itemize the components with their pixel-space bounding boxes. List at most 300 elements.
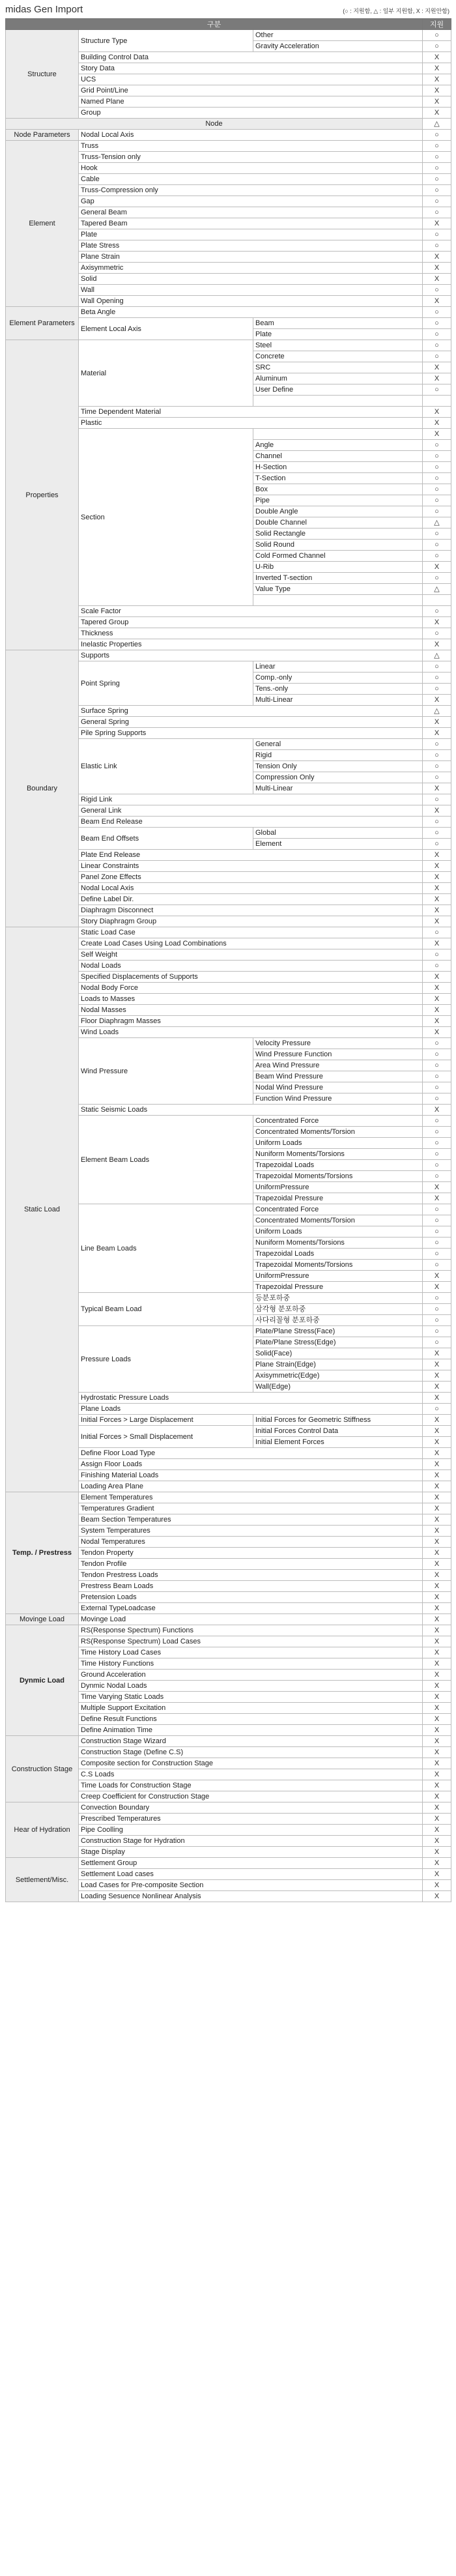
support-mark: X (423, 85, 451, 96)
support-mark: ○ (423, 949, 451, 961)
support-mark: X (423, 805, 451, 817)
item-cell: UniformPressure (253, 1271, 423, 1282)
subcategory-cell: Nodal Masses (79, 1005, 423, 1016)
subcategory-cell: Material (79, 340, 253, 407)
subcategory-cell: Wall Opening (79, 296, 423, 307)
support-mark: X (423, 1393, 451, 1404)
subcategory-cell: Load Cases for Pre-composite Section (79, 1880, 423, 1891)
support-mark: ○ (423, 318, 451, 329)
item-cell: Velocity Pressure (253, 1038, 423, 1049)
subcategory-cell: Settlement Load cases (79, 1869, 423, 1880)
subcategory-cell: Section (79, 429, 253, 606)
support-mark: ○ (423, 551, 451, 562)
subcategory-cell: Linear Constraints (79, 861, 423, 872)
support-mark: X (423, 1193, 451, 1204)
subcategory-cell: Element Temperatures (79, 1492, 423, 1503)
subcategory-cell: Supports (79, 650, 423, 661)
table-row (6, 1625, 451, 1636)
item-cell: Comp.-only (253, 673, 423, 684)
subcategory-cell: Plate Stress (79, 240, 423, 252)
subcategory-cell: Assign Floor Loads (79, 1459, 423, 1470)
subcategory-cell: Typical Beam Load (79, 1293, 253, 1326)
category-cell: Properties (6, 340, 79, 650)
support-mark: ○ (423, 528, 451, 540)
item-cell: Aluminum (253, 373, 423, 384)
item-cell: Beam (253, 318, 423, 329)
subcategory-cell: Nodal Local Axis (79, 130, 423, 141)
support-mark: ○ (423, 1138, 451, 1149)
support-mark: X (423, 1780, 451, 1791)
subcategory-cell: Plane Loads (79, 1404, 423, 1415)
support-mark: X (423, 1481, 451, 1492)
support-mark: X (423, 1703, 451, 1714)
support-mark: ○ (423, 185, 451, 196)
subcategory-cell: Tapered Beam (79, 218, 423, 229)
subcategory-cell: Structure Type (79, 30, 253, 52)
support-mark: X (423, 972, 451, 983)
subcategory-cell: Element Beam Loads (79, 1116, 253, 1204)
subcategory-cell: Truss-Compression only (79, 185, 423, 196)
subcategory-cell: Multiple Support Excitation (79, 1703, 423, 1714)
item-cell: Nuniform Moments/Torsions (253, 1149, 423, 1160)
table-row (6, 1858, 451, 1869)
support-mark: X (423, 1647, 451, 1658)
support-mark: ○ (423, 961, 451, 972)
support-mark: X (423, 1802, 451, 1814)
support-mark: X (423, 1426, 451, 1437)
item-cell: Beam Wind Pressure (253, 1071, 423, 1082)
support-mark: ○ (423, 1326, 451, 1337)
subcategory-cell: Beam End Release (79, 817, 423, 828)
subcategory-cell: Wall (79, 285, 423, 296)
table-row (6, 650, 451, 661)
support-mark: ○ (423, 229, 451, 240)
subcategory-cell: Static Load Case (79, 927, 423, 938)
category-cell: Temp. / Prestress (6, 1492, 79, 1614)
support-mark: X (423, 1692, 451, 1703)
subcategory-cell: Element Local Axis (79, 318, 253, 340)
subcategory-cell: General Beam (79, 207, 423, 218)
support-mark: ○ (423, 1082, 451, 1093)
support-mark: X (423, 96, 451, 108)
subcategory-cell: Named Plane (79, 96, 423, 108)
support-mark: ○ (423, 340, 451, 351)
subcategory-cell: Define Animation Time (79, 1725, 423, 1736)
support-mark: X (423, 1758, 451, 1769)
item-cell: Gravity Acceleration (253, 41, 423, 52)
item-cell: Plate/Plane Stress(Face) (253, 1326, 423, 1337)
support-mark: ○ (423, 673, 451, 684)
category-cell: Construction Stage (6, 1736, 79, 1802)
support-mark: ○ (423, 540, 451, 551)
subcategory-cell: Pipe Coolling (79, 1825, 423, 1836)
support-mark: X (423, 717, 451, 728)
support-mark: ○ (423, 1049, 451, 1060)
subcategory-cell: Beta Angle (79, 307, 423, 318)
support-mark: ○ (423, 761, 451, 772)
support-mark: X (423, 1736, 451, 1747)
header-support: 지원 (423, 19, 451, 30)
table-row (6, 1614, 451, 1625)
support-mark: X (423, 63, 451, 74)
support-mark: X (423, 429, 451, 440)
subcategory-cell: Point Spring (79, 661, 253, 706)
support-mark: ○ (423, 1071, 451, 1082)
subcategory-cell: General Spring (79, 717, 423, 728)
support-mark: ○ (423, 1093, 451, 1105)
item-cell: Trapezoidal Loads (253, 1249, 423, 1260)
support-mark: ○ (423, 1404, 451, 1415)
support-mark: ○ (423, 573, 451, 584)
support-mark: ○ (423, 163, 451, 174)
support-mark: X (423, 728, 451, 739)
support-mark: ○ (423, 1237, 451, 1249)
subcategory-cell: Time Loads for Construction Stage (79, 1780, 423, 1791)
support-mark: ○ (423, 1215, 451, 1226)
support-mark: X (423, 983, 451, 994)
support-mark: X (423, 1382, 451, 1393)
subcategory-cell: Construction Stage Wizard (79, 1736, 423, 1747)
support-mark: X (423, 1348, 451, 1359)
support-mark: X (423, 52, 451, 63)
support-mark: X (423, 1182, 451, 1193)
support-mark: X (423, 1581, 451, 1592)
support-mark: X (423, 861, 451, 872)
item-cell: Trapezoidal Pressure (253, 1193, 423, 1204)
support-mark: ○ (423, 1315, 451, 1326)
support-mark: X (423, 905, 451, 916)
support-mark: △ (423, 706, 451, 717)
item-cell: Solid(Face) (253, 1348, 423, 1359)
support-mark: X (423, 1747, 451, 1758)
subcategory-cell: Static Seismic Loads (79, 1105, 423, 1116)
support-mark: X (423, 252, 451, 263)
support-mark: ○ (423, 240, 451, 252)
subcategory-cell: Scale Factor (79, 606, 423, 617)
item-cell: Wall(Edge) (253, 1382, 423, 1393)
subcategory-cell: Pile Spring Supports (79, 728, 423, 739)
item-cell: Double Angle (253, 506, 423, 517)
support-mark: ○ (423, 1304, 451, 1315)
subcategory-cell: Nodal Loads (79, 961, 423, 972)
table-row (6, 30, 451, 41)
support-mark: X (423, 1658, 451, 1670)
support-mark: X (423, 1492, 451, 1503)
support-mark: △ (423, 584, 451, 595)
subcategory-cell: Surface Spring (79, 706, 423, 717)
subcategory-cell: Gap (79, 196, 423, 207)
subcategory-cell: Hydrostatic Pressure Loads (79, 1393, 423, 1404)
item-cell: Concentrated Moments/Torsion (253, 1215, 423, 1226)
support-mark: ○ (423, 1249, 451, 1260)
item-cell: Initial Element Forces (253, 1437, 423, 1448)
support-mark: ○ (423, 207, 451, 218)
item-cell: Global (253, 828, 423, 839)
subcategory-cell: Specified Displacements of Supports (79, 972, 423, 983)
item-cell: Multi-Linear (253, 695, 423, 706)
subcategory-cell: Time History Load Cases (79, 1647, 423, 1658)
item-cell: Uniform Loads (253, 1138, 423, 1149)
item-cell: Double Channel (253, 517, 423, 528)
item-cell: SRC (253, 362, 423, 373)
support-mark: ○ (423, 839, 451, 850)
support-mark: ○ (423, 1060, 451, 1071)
support-mark: X (423, 783, 451, 794)
support-mark: ○ (423, 473, 451, 484)
support-mark: ○ (423, 1260, 451, 1271)
support-mark: X (423, 1359, 451, 1370)
support-mark: ○ (423, 1171, 451, 1182)
support-mark: X (423, 362, 451, 373)
subcategory-cell: Truss (79, 141, 423, 152)
subcategory-cell: RS(Response Spectrum) Load Cases (79, 1636, 423, 1647)
category-cell: Dynmic Load (6, 1625, 79, 1736)
subcategory-cell: C.S Loads (79, 1769, 423, 1780)
item-cell: Solid Rectangle (253, 528, 423, 540)
support-mark: X (423, 562, 451, 573)
support-mark: ○ (423, 750, 451, 761)
subcategory-cell: Ground Acceleration (79, 1670, 423, 1681)
support-mark: X (423, 1670, 451, 1681)
item-cell: Value Type (253, 584, 423, 595)
header-category: 구분 (6, 19, 423, 30)
item-cell: Initial Forces Control Data (253, 1426, 423, 1437)
support-mark: X (423, 1603, 451, 1614)
subcategory-cell: Hook (79, 163, 423, 174)
support-mark: ○ (423, 1160, 451, 1171)
subcategory-cell: Time Dependent Material (79, 407, 423, 418)
support-mark: X (423, 916, 451, 927)
support-mark: ○ (423, 196, 451, 207)
subcategory-cell: Beam End Offsets (79, 828, 253, 850)
subcategory-cell: Stage Display (79, 1847, 423, 1858)
support-mark: X (423, 263, 451, 274)
item-cell: Plate/Plane Stress(Edge) (253, 1337, 423, 1348)
support-mark: X (423, 1592, 451, 1603)
support-mark: X (423, 1836, 451, 1847)
subcategory-cell: Loads to Masses (79, 994, 423, 1005)
subcategory-cell: Group (79, 108, 423, 119)
subcategory-cell: Creep Coefficient for Construction Stage (79, 1791, 423, 1802)
subcategory-cell: Prestress Beam Loads (79, 1581, 423, 1592)
support-mark: X (423, 872, 451, 883)
support-mark: ○ (423, 174, 451, 185)
subcategory-cell: External TypeLoadcase (79, 1603, 423, 1614)
item-cell: Steel (253, 340, 423, 351)
item-cell: Pipe (253, 495, 423, 506)
support-mark: X (423, 1470, 451, 1481)
subcategory-cell: Initial Forces > Large Displacement (79, 1415, 253, 1426)
support-mark: X (423, 1537, 451, 1548)
support-mark: X (423, 418, 451, 429)
support-mark: X (423, 1105, 451, 1116)
item-cell: Trapezoidal Moments/Torsions (253, 1260, 423, 1271)
category-cell: Movinge Load (6, 1614, 79, 1625)
support-mark: ○ (423, 141, 451, 152)
item-cell: Angle (253, 440, 423, 451)
support-mark: X (423, 1027, 451, 1038)
support-mark: X (423, 1570, 451, 1581)
category-cell: Element (6, 141, 79, 307)
support-mark: ○ (423, 30, 451, 41)
support-mark (423, 595, 451, 606)
subcategory-cell: Story Diaphragm Group (79, 916, 423, 927)
subcategory-cell: Plate (79, 229, 423, 240)
support-mark: X (423, 1514, 451, 1526)
subcategory-cell: Initial Forces > Small Displacement (79, 1426, 253, 1448)
support-mark: ○ (423, 1226, 451, 1237)
subcategory-cell: Define Result Functions (79, 1714, 423, 1725)
subcategory-cell: Prescribed Temperatures (79, 1814, 423, 1825)
subcategory-cell: Pretension Loads (79, 1592, 423, 1603)
support-mark: ○ (423, 495, 451, 506)
support-mark: X (423, 695, 451, 706)
subcategory-cell: System Temperatures (79, 1526, 423, 1537)
support-mark: X (423, 1005, 451, 1016)
table-row (6, 340, 451, 351)
subcategory-cell: Temperatures Gradient (79, 1503, 423, 1514)
item-cell: Concentrated Force (253, 1116, 423, 1127)
support-mark: ○ (423, 927, 451, 938)
support-mark: X (423, 1459, 451, 1470)
support-mark: X (423, 894, 451, 905)
support-mark: ○ (423, 440, 451, 451)
subcategory-cell: Beam Section Temperatures (79, 1514, 423, 1526)
table-row (6, 1492, 451, 1503)
item-cell (253, 396, 423, 407)
item-cell: Concentrated Force (253, 1204, 423, 1215)
item-cell: H-Section (253, 462, 423, 473)
support-mark: X (423, 1858, 451, 1869)
support-mark: X (423, 1282, 451, 1293)
subcategory-cell: Define Label Dir. (79, 894, 423, 905)
subcategory-cell: Movinge Load (79, 1614, 423, 1625)
support-mark: X (423, 994, 451, 1005)
support-mark: ○ (423, 506, 451, 517)
support-mark: X (423, 1526, 451, 1537)
item-cell: Nuniform Moments/Torsions (253, 1237, 423, 1249)
support-mark: X (423, 1847, 451, 1858)
subcategory-cell: RS(Response Spectrum) Functions (79, 1625, 423, 1636)
subcategory-cell: Solid (79, 274, 423, 285)
category-cell: Hear of Hydration (6, 1802, 79, 1858)
item-cell: Trapezoidal Pressure (253, 1282, 423, 1293)
support-mark: ○ (423, 462, 451, 473)
support-mark: ○ (423, 484, 451, 495)
table-body (6, 30, 451, 1902)
support-mark: X (423, 1681, 451, 1692)
support-mark: X (423, 938, 451, 949)
subcategory-cell: Plane Strain (79, 252, 423, 263)
support-mark: X (423, 1559, 451, 1570)
item-cell: Other (253, 30, 423, 41)
support-mark: ○ (423, 661, 451, 673)
support-mark: ○ (423, 285, 451, 296)
subcategory-cell: Building Control Data (79, 52, 423, 63)
item-cell: Cold Formed Channel (253, 551, 423, 562)
support-mark: X (423, 407, 451, 418)
subcategory-cell: Inelastic Properties (79, 639, 423, 650)
subcategory-cell: Construction Stage (Define C.S) (79, 1747, 423, 1758)
support-mark: X (423, 1448, 451, 1459)
subcategory-cell: Construction Stage for Hydration (79, 1836, 423, 1847)
support-mark: ○ (423, 684, 451, 695)
subcategory-cell: Thickness (79, 628, 423, 639)
subcategory-cell: Composite section for Construction Stage (79, 1758, 423, 1769)
subcategory-cell: Rigid Link (79, 794, 423, 805)
subcategory-cell: Plate End Release (79, 850, 423, 861)
support-mark: ○ (423, 1116, 451, 1127)
support-mark: X (423, 1614, 451, 1625)
support-mark: ○ (423, 1149, 451, 1160)
support-mark: X (423, 274, 451, 285)
item-cell (253, 595, 423, 606)
subcategory-cell: Story Data (79, 63, 423, 74)
item-cell: General (253, 739, 423, 750)
support-mark: X (423, 1814, 451, 1825)
table-row (6, 1736, 451, 1747)
subcategory-cell: Truss-Tension only (79, 152, 423, 163)
support-mark: ○ (423, 351, 451, 362)
support-mark: ○ (423, 329, 451, 340)
subcategory-cell: Line Beam Loads (79, 1204, 253, 1293)
table-row (6, 307, 451, 318)
support-mark: ○ (423, 1204, 451, 1215)
support-table (5, 18, 451, 1902)
subcategory-cell: Create Load Cases Using Load Combinations (79, 938, 423, 949)
item-cell: Tension Only (253, 761, 423, 772)
item-cell: User Define (253, 384, 423, 396)
subcategory-cell: Loading Sesuence Nonlinear Analysis (79, 1891, 423, 1902)
subcategory-cell: Self Weight (79, 949, 423, 961)
table-row (6, 130, 451, 141)
support-mark: X (423, 883, 451, 894)
support-mark: ○ (423, 739, 451, 750)
support-mark: X (423, 1791, 451, 1802)
support-mark: X (423, 1503, 451, 1514)
support-mark: X (423, 850, 451, 861)
item-cell: Trapezoidal Moments/Torsions (253, 1171, 423, 1182)
support-mark: ○ (423, 130, 451, 141)
subcategory-cell: Tapered Group (79, 617, 423, 628)
support-mark: ○ (423, 606, 451, 617)
item-cell: Compression Only (253, 772, 423, 783)
support-mark: X (423, 1016, 451, 1027)
subcategory-cell: Tendon Profile (79, 1559, 423, 1570)
support-mark: ○ (423, 451, 451, 462)
support-mark: X (423, 1415, 451, 1426)
subcategory-cell: Plastic (79, 418, 423, 429)
legend: (○ : 지원함, △ : 일부 지원함, X : 지원안함) (343, 8, 449, 14)
support-mark: ○ (423, 772, 451, 783)
table-row (6, 927, 451, 938)
support-mark: △ (423, 119, 451, 130)
support-mark: ○ (423, 152, 451, 163)
subcategory-cell: Floor Diaphragm Masses (79, 1016, 423, 1027)
item-cell: Axisymmetric(Edge) (253, 1370, 423, 1382)
item-cell: T-Section (253, 473, 423, 484)
support-mark: ○ (423, 817, 451, 828)
support-mark: ○ (423, 1293, 451, 1304)
subcategory-cell: Define Floor Load Type (79, 1448, 423, 1459)
category-cell: Settlement/Misc. (6, 1858, 79, 1902)
item-cell: Nodal Wind Pressure (253, 1082, 423, 1093)
support-mark: X (423, 1725, 451, 1736)
support-mark: X (423, 1370, 451, 1382)
item-cell: Linear (253, 661, 423, 673)
category-cell: Boundary (6, 650, 79, 927)
item-cell: Plane Strain(Edge) (253, 1359, 423, 1370)
